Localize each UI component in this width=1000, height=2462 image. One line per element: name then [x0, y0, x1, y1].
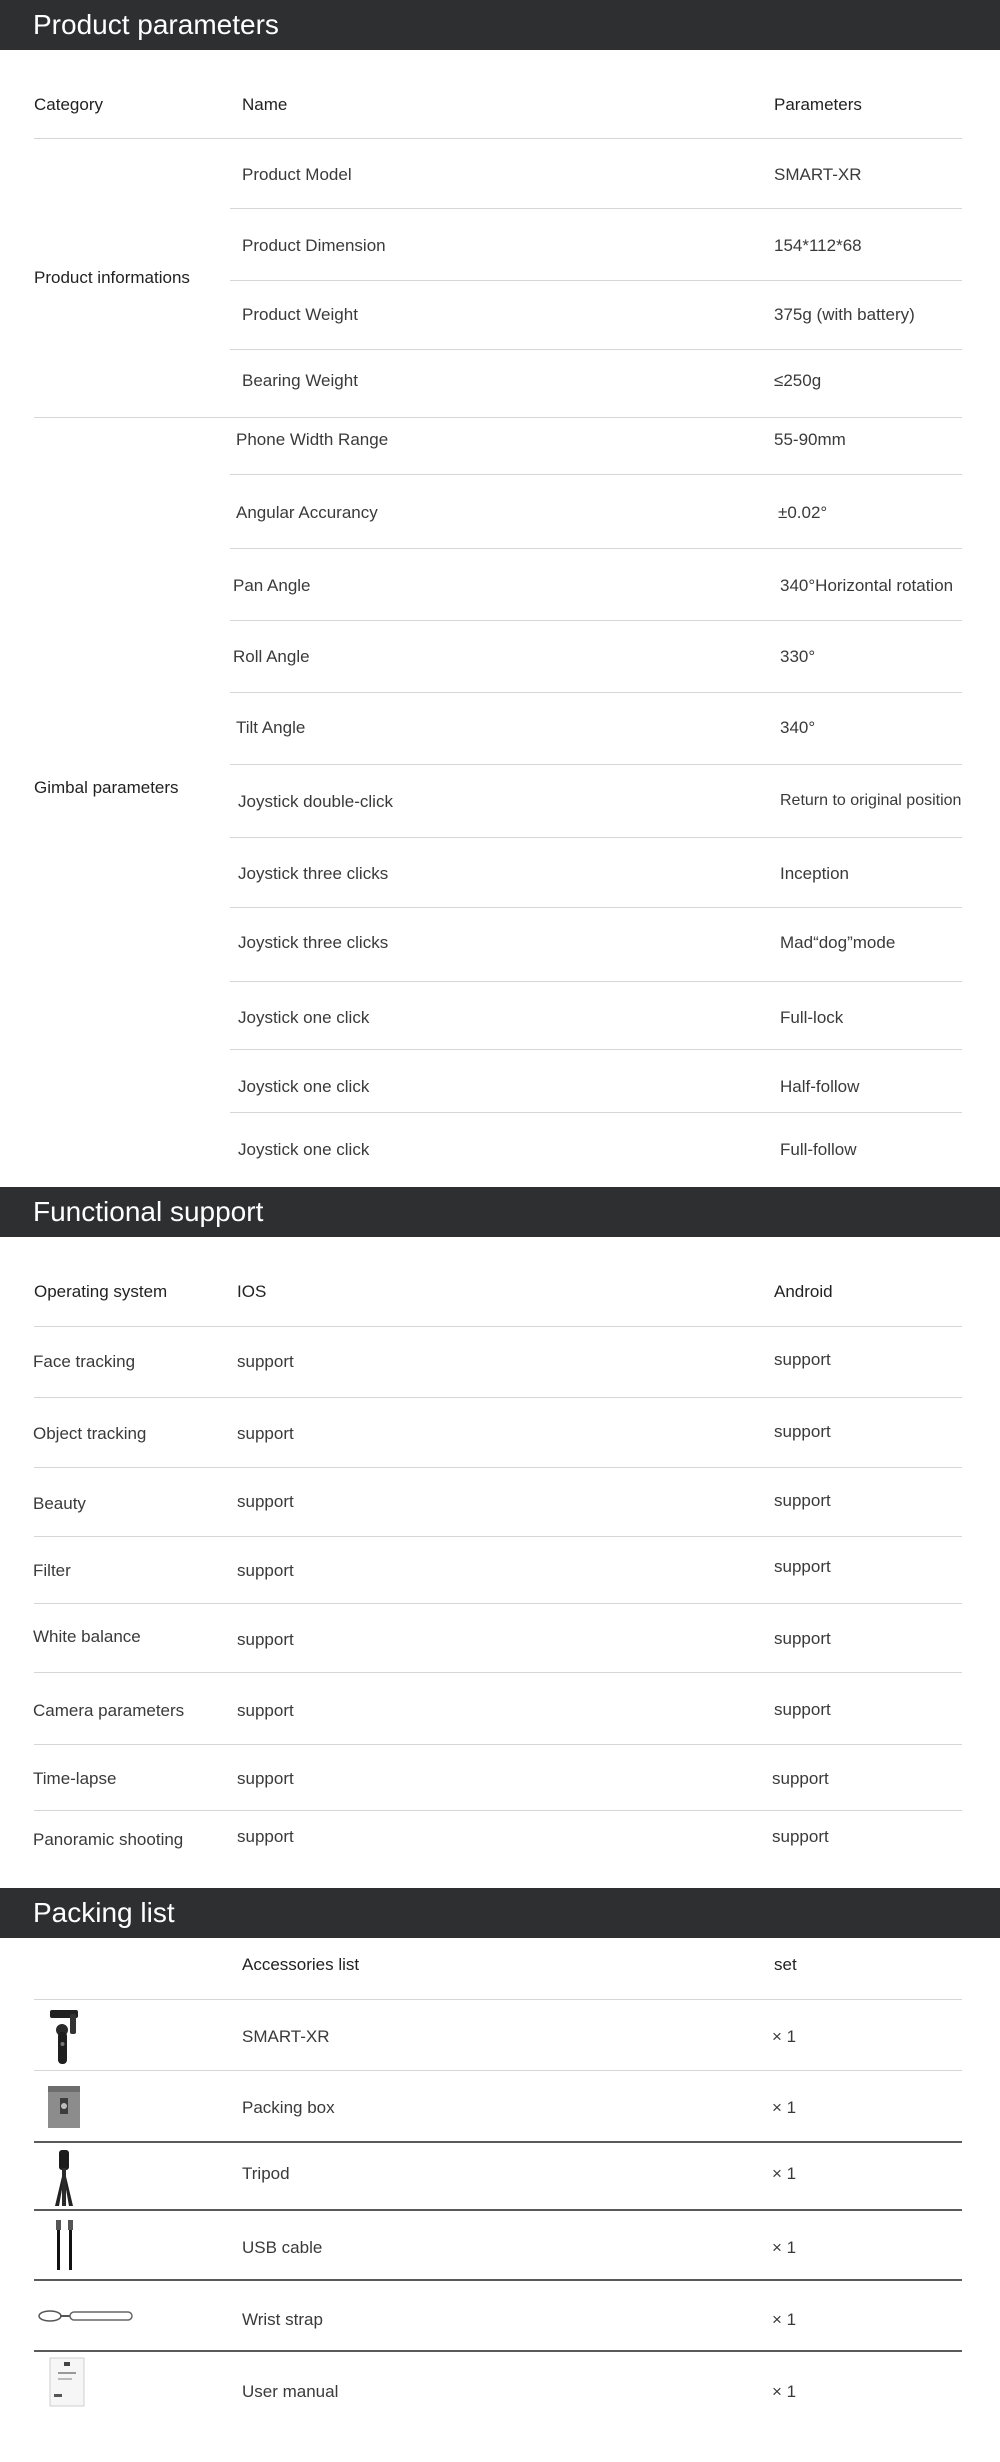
param-value: SMART-XR	[774, 165, 862, 184]
ios-support: support	[237, 1352, 294, 1371]
param-name: Joystick double-click	[238, 792, 393, 811]
header-name: Name	[242, 95, 288, 114]
android-support: support	[774, 1700, 831, 1719]
divider	[230, 548, 962, 549]
feature-name: Beauty	[33, 1494, 86, 1513]
packing-item: User manual	[242, 2382, 339, 2401]
divider	[34, 2141, 962, 2143]
android-support: support	[774, 1557, 831, 1576]
param-name: Phone Width Range	[236, 430, 389, 449]
wrist-strap-icon	[36, 2306, 136, 2326]
divider	[230, 208, 962, 209]
box-icon	[46, 2084, 82, 2130]
gimbal-icon	[44, 2006, 86, 2068]
divider	[230, 280, 962, 281]
param-name: Product Weight	[242, 305, 358, 324]
param-value: Full-lock	[780, 1008, 844, 1027]
divider	[230, 907, 962, 908]
tripod-icon	[50, 2148, 78, 2208]
android-support: support	[774, 1629, 831, 1648]
feature-name: White balance	[33, 1627, 141, 1646]
packing-item: Packing box	[242, 2098, 335, 2117]
feature-name: Object tracking	[33, 1424, 147, 1443]
param-value: Half-follow	[780, 1077, 860, 1096]
divider	[230, 692, 962, 693]
param-name: Joystick three clicks	[238, 933, 389, 952]
divider	[230, 1112, 962, 1113]
divider	[230, 764, 962, 765]
feature-name: Camera parameters	[33, 1701, 185, 1720]
ios-support: support	[237, 1769, 294, 1788]
param-name: Roll Angle	[233, 647, 310, 666]
param-name: Product Dimension	[242, 236, 386, 255]
packing-qty: × 1	[772, 2164, 797, 2183]
divider	[34, 1810, 962, 1811]
usb-cable-icon	[50, 2216, 80, 2274]
divider	[34, 2209, 962, 2211]
android-support: support	[772, 1769, 829, 1788]
ios-support: support	[237, 1561, 294, 1580]
ios-support: support	[237, 1630, 294, 1649]
divider	[34, 2279, 962, 2281]
category-gimbal-parameters: Gimbal parameters	[34, 778, 179, 797]
param-name: Joystick three clicks	[238, 864, 389, 883]
divider	[230, 349, 962, 350]
android-support: support	[774, 1422, 831, 1441]
android-support: support	[774, 1491, 831, 1510]
ios-support: support	[237, 1827, 294, 1846]
header-ios: IOS	[237, 1282, 267, 1301]
param-value: Full-follow	[780, 1140, 857, 1159]
divider	[34, 417, 962, 418]
divider	[34, 1603, 962, 1604]
divider	[34, 1744, 962, 1745]
param-value: ±0.02°	[778, 503, 828, 522]
header-android: Android	[774, 1282, 833, 1301]
divider	[34, 2070, 962, 2071]
divider	[34, 1999, 962, 2000]
param-value: Return to original position	[780, 792, 962, 809]
param-value: 154*112*68	[774, 236, 862, 255]
param-name: Joystick one click	[238, 1140, 370, 1159]
section-title-functional-support: Functional support	[0, 1187, 1000, 1237]
divider	[34, 1467, 962, 1468]
param-value: Mad“dog”mode	[780, 933, 896, 952]
header-accessories-list: Accessories list	[242, 1955, 360, 1974]
param-name: Angular Accurancy	[236, 503, 378, 522]
param-value: Inception	[780, 864, 849, 883]
divider	[230, 1049, 962, 1050]
param-value: 375g (with battery)	[774, 305, 915, 324]
param-value: 340°Horizontal rotation	[780, 576, 954, 595]
feature-name: Face tracking	[33, 1352, 136, 1371]
divider	[34, 1397, 962, 1398]
param-value: 55-90mm	[774, 430, 846, 449]
packing-item: USB cable	[242, 2238, 323, 2257]
param-name: Joystick one click	[238, 1077, 370, 1096]
feature-name: Filter	[33, 1561, 71, 1580]
param-name: Bearing Weight	[242, 371, 358, 390]
packing-item: Tripod	[242, 2164, 290, 2183]
divider	[230, 620, 962, 621]
section-title-product-parameters: Product parameters	[0, 0, 1000, 50]
header-category: Category	[34, 95, 103, 114]
param-name: Pan Angle	[233, 576, 311, 595]
divider	[230, 837, 962, 838]
manual-icon	[48, 2356, 86, 2408]
param-value: 340°	[780, 718, 816, 737]
feature-name: Panoramic shooting	[33, 1830, 184, 1849]
param-name: Product Model	[242, 165, 352, 184]
packing-item: Wrist strap	[242, 2310, 323, 2329]
param-name: Joystick one click	[238, 1008, 370, 1027]
packing-qty: × 1	[772, 2238, 797, 2257]
divider	[230, 474, 962, 475]
divider	[34, 1672, 962, 1673]
param-name: Tilt Angle	[236, 718, 306, 737]
param-value: 330°	[780, 647, 816, 666]
divider	[34, 1536, 962, 1537]
feature-name: Time-lapse	[33, 1769, 117, 1788]
packing-qty: × 1	[772, 2027, 797, 2046]
android-support: support	[772, 1827, 829, 1846]
divider	[34, 2350, 962, 2352]
android-support: support	[774, 1350, 831, 1369]
header-parameters: Parameters	[774, 95, 862, 114]
packing-item: SMART-XR	[242, 2027, 330, 2046]
ios-support: support	[237, 1492, 294, 1511]
divider	[230, 981, 962, 982]
packing-qty: × 1	[772, 2382, 797, 2401]
divider	[34, 1326, 962, 1327]
packing-qty: × 1	[772, 2098, 797, 2117]
header-operating-system: Operating system	[34, 1282, 168, 1301]
param-value: ≤250g	[774, 371, 822, 390]
header-set: set	[774, 1955, 797, 1974]
section-title-packing-list: Packing list	[0, 1888, 1000, 1938]
packing-qty: × 1	[772, 2310, 797, 2329]
divider	[34, 138, 962, 139]
ios-support: support	[237, 1424, 294, 1443]
category-product-informations: Product informations	[34, 268, 190, 287]
ios-support: support	[237, 1701, 294, 1720]
